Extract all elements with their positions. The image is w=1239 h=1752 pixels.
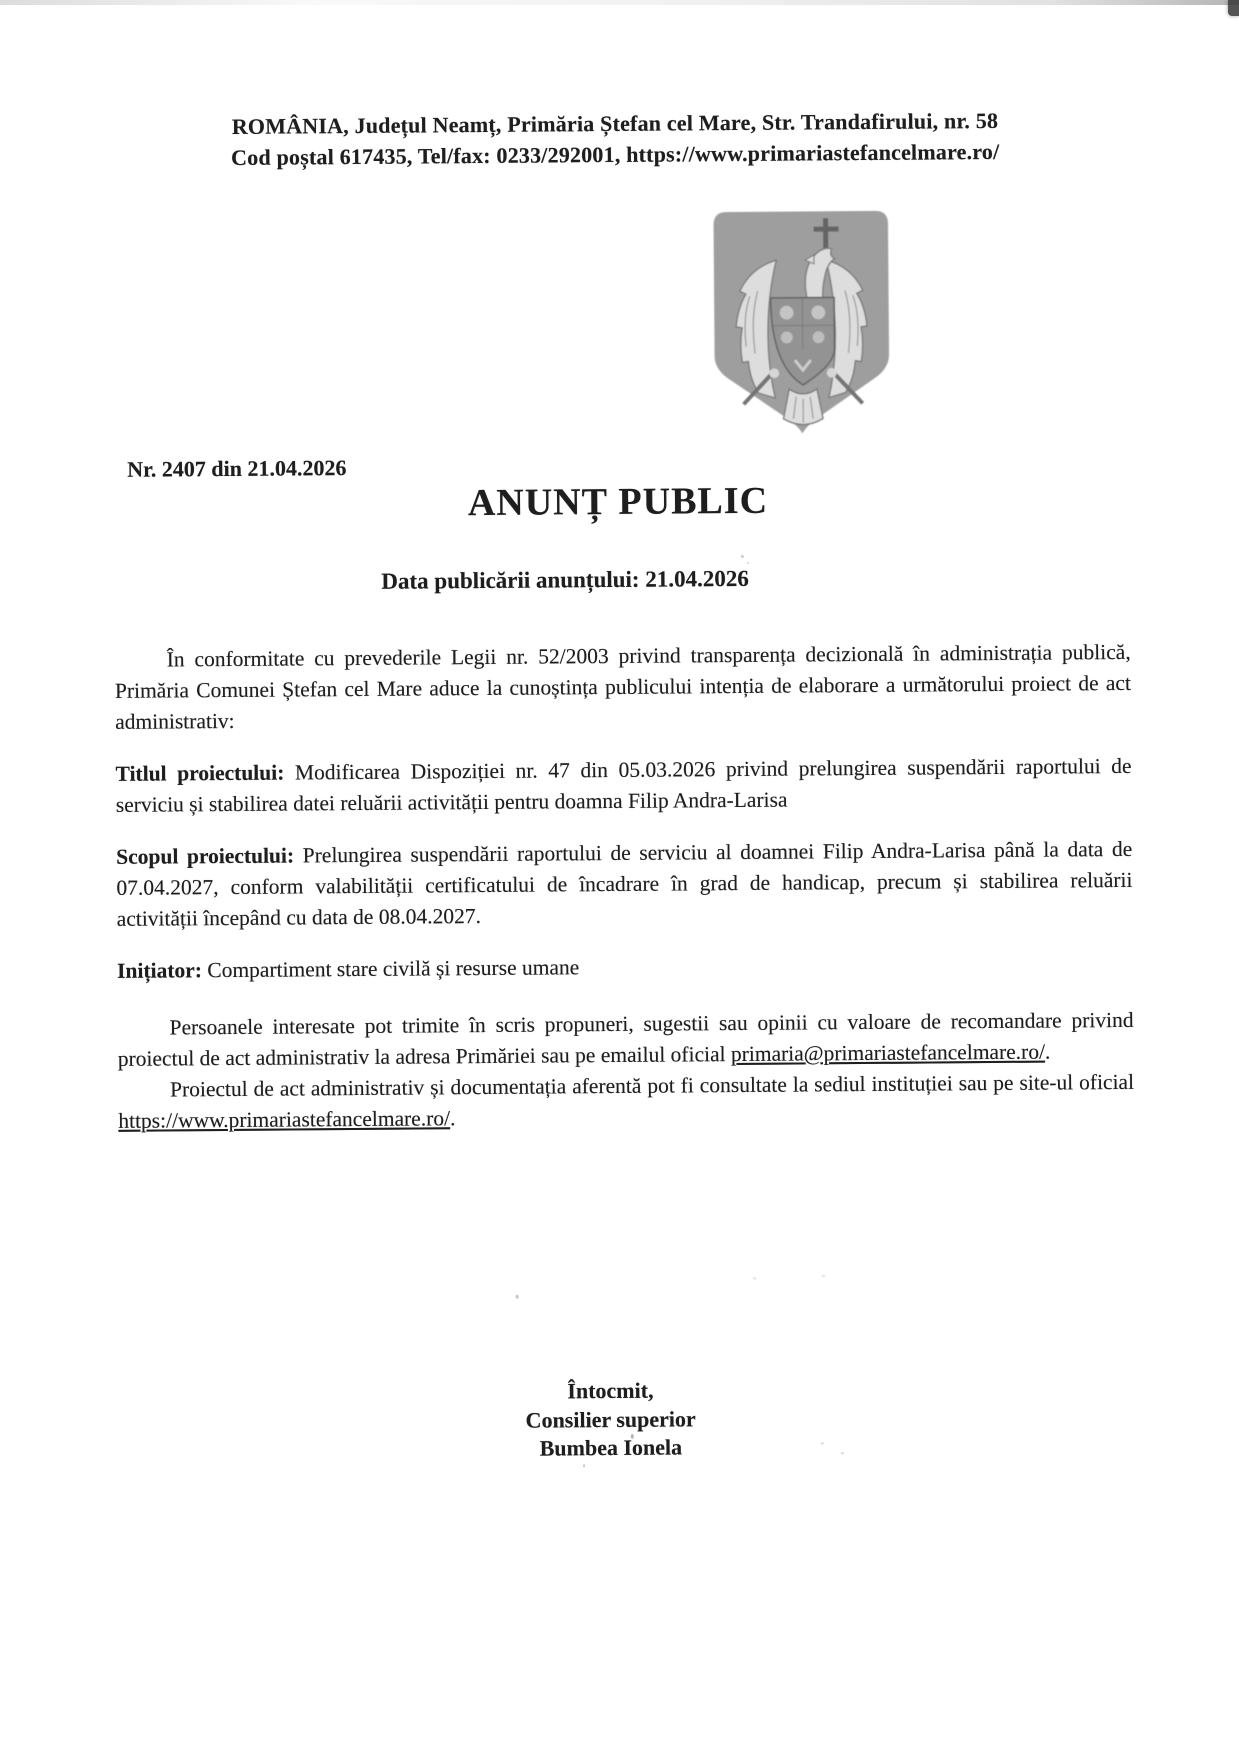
signature-block — [460, 1376, 761, 1464]
paragraph-project-title — [115, 751, 1131, 821]
scan-speck — [516, 1295, 519, 1299]
consultation-text: Proiectul de act administrativ și documentația aferentă pot fi consultate la sediul instituției sau pe site-ul oficial — [169, 1069, 1135, 1102]
scan-speck — [841, 1452, 844, 1454]
paragraph-feedback — [117, 1005, 1133, 1075]
publication-date: Data publicării anunțului: 21.04.2026 — [381, 565, 749, 594]
paragraph-initiator — [117, 948, 1133, 987]
feedback-text: Persoanele interesate pot trimite în scris propuneri, sugestii sau opinii cu valoare de recomandare privind proiectul de act administrativ la adresa Primăriei sau pe emailul oficial — [117, 1007, 1134, 1071]
email-link[interactable]: primaria@primariastefancelmare.ro/ — [730, 1039, 1046, 1067]
letterhead-line2: Cod poștal 617435, Tel/fax: 0233/292001, https://www.primariastefancelmare.ro/ — [231, 138, 1000, 170]
scan-speck — [753, 1277, 757, 1280]
paragraph-consultation — [118, 1067, 1134, 1137]
scan-speck — [741, 555, 744, 558]
letterhead — [0, 103, 1235, 175]
signature-heading: Întocmit, — [567, 1377, 654, 1404]
scan-speck — [583, 1464, 585, 1467]
scan-speck — [821, 1442, 824, 1444]
email-suffix: . — [1044, 1039, 1051, 1064]
romania-coat-of-arms-icon — [710, 208, 893, 439]
site-suffix: . — [449, 1106, 456, 1131]
paragraph-project-scope — [116, 834, 1133, 935]
letterhead-line1: ROMÂNIA, Județul Neamț, Primăria Ștefan cel Mare, Str. Trandafirului, nr. 58 — [231, 107, 999, 139]
paragraph-legal-basis — [115, 637, 1132, 738]
signature-role: Consilier superior — [525, 1405, 696, 1433]
initiator-text: Compartiment stare civilă și resurse umane — [207, 955, 580, 983]
project-scope-label: Scopul proiectului: — [116, 843, 295, 869]
page-title: ANUNȚ PUBLIC — [467, 479, 769, 525]
project-title-text: Modificarea Dispoziției nr. 47 din 05.03.2026 privind prelungirea suspendării raportului de serviciu și stabilirea datei reluării activității pentru doamna Filip Andra-Larisa — [115, 753, 1132, 817]
scan-speck — [822, 1274, 826, 1277]
scan-speck — [631, 1434, 634, 1439]
signature-name: Bumbea Ionela — [539, 1434, 683, 1461]
project-title-label: Titlul proiectului: — [115, 760, 285, 786]
legal-basis-text: În conformitate cu prevederile Legii nr. 52/2003 privind transparența decizională în administrația publică, Primăria Comunei Ștefan cel Mare aduce la cunoștința publicului intenția de elaborare a următorului proiect de act administrativ: — [114, 639, 1131, 734]
website-link[interactable]: https://www.primariastefancelmare.ro/ — [118, 1106, 451, 1133]
document-body — [115, 637, 1135, 1137]
registration-number: Nr. 2407 din 21.04.2026 — [127, 455, 347, 482]
initiator-label: Inițiator: — [117, 958, 203, 983]
scan-speck — [747, 562, 749, 564]
project-scope-text: Prelungirea suspendării raportului de serviciu al doamnei Filip Andra-Larisa până la data de 07.04.2027, conform valabilității certificatului de încadrare în grad de handicap, precum și stabilirea reluării activității începând cu data de 08.04.2027. — [116, 836, 1133, 931]
